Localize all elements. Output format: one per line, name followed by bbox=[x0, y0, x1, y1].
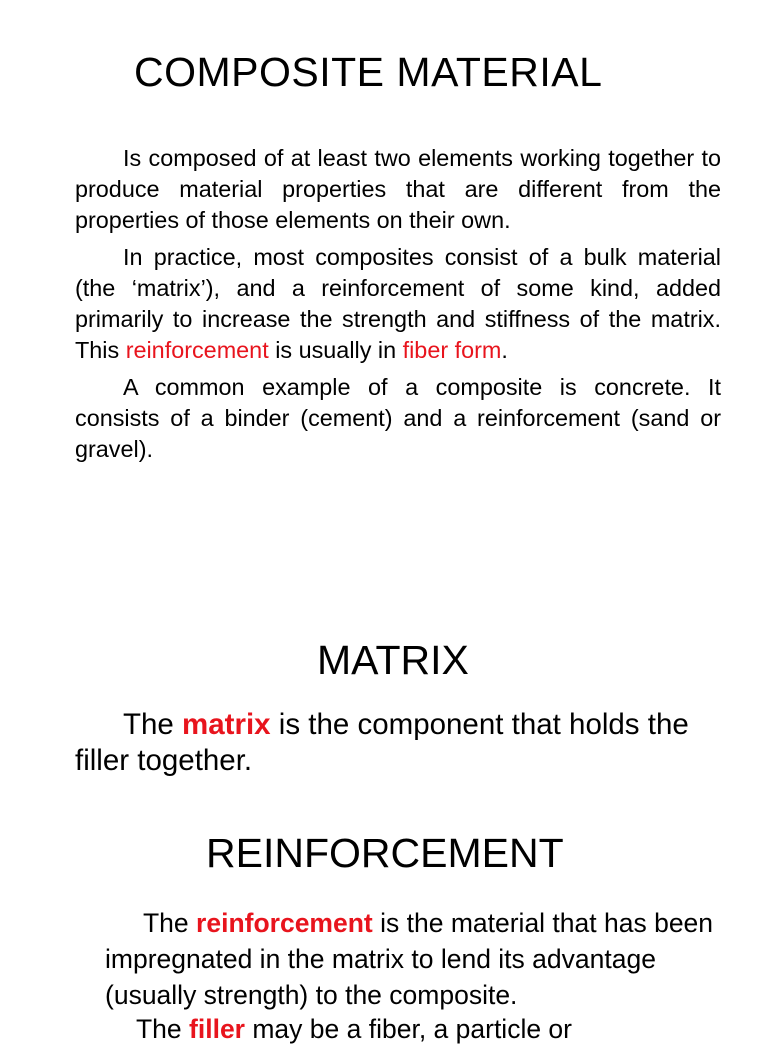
paragraph-matrix-definition bbox=[75, 707, 735, 779]
paragraph-definition: Is composed of at least two elements working together to produce material properties that are different from the properties of those elements on their own. bbox=[75, 145, 721, 233]
filler-rest: may be a fiber, a particle or bbox=[245, 1014, 572, 1044]
slide-title-matrix: MATRIX bbox=[317, 637, 469, 683]
slide-title-composite-material: COMPOSITE MATERIAL bbox=[134, 49, 603, 95]
paragraph-example: A common example of a composite is concrete. It consists of a binder (cement) and a reinforcement (sand or gravel). bbox=[75, 374, 721, 462]
paragraph-practice bbox=[75, 242, 721, 366]
practice-text-start: In practice, most composites consist of a bulk material (the ‘matrix’), and a reinforcement of some kind, added primarily to increase the strength and stiffness of the matrix. This bbox=[75, 244, 721, 363]
keyword-filler: filler bbox=[189, 1014, 245, 1044]
slide-title-reinforcement: REINFORCEMENT bbox=[206, 830, 564, 876]
matrix-lead: The bbox=[123, 708, 183, 741]
keyword-reinforcement: reinforcement bbox=[196, 908, 373, 938]
matrix-rest: is the component that holds the filler together. bbox=[75, 708, 689, 777]
reinforcement-rest: is the material that has been impregnated in the matrix to lend its advantage (usually strength) to the composite. bbox=[105, 908, 714, 1010]
highlight-reinforcement: reinforcement bbox=[125, 337, 269, 363]
reinforcement-lead: The bbox=[143, 908, 197, 938]
practice-text-end: . bbox=[501, 337, 508, 363]
paragraph-reinforcement-definition bbox=[105, 905, 745, 1013]
keyword-matrix: matrix bbox=[182, 708, 271, 741]
highlight-fiber-form: fiber form bbox=[402, 337, 502, 363]
practice-text-middle: is usually in bbox=[268, 337, 403, 363]
paragraph-filler-partial bbox=[136, 1011, 572, 1047]
filler-lead: The bbox=[136, 1014, 190, 1044]
